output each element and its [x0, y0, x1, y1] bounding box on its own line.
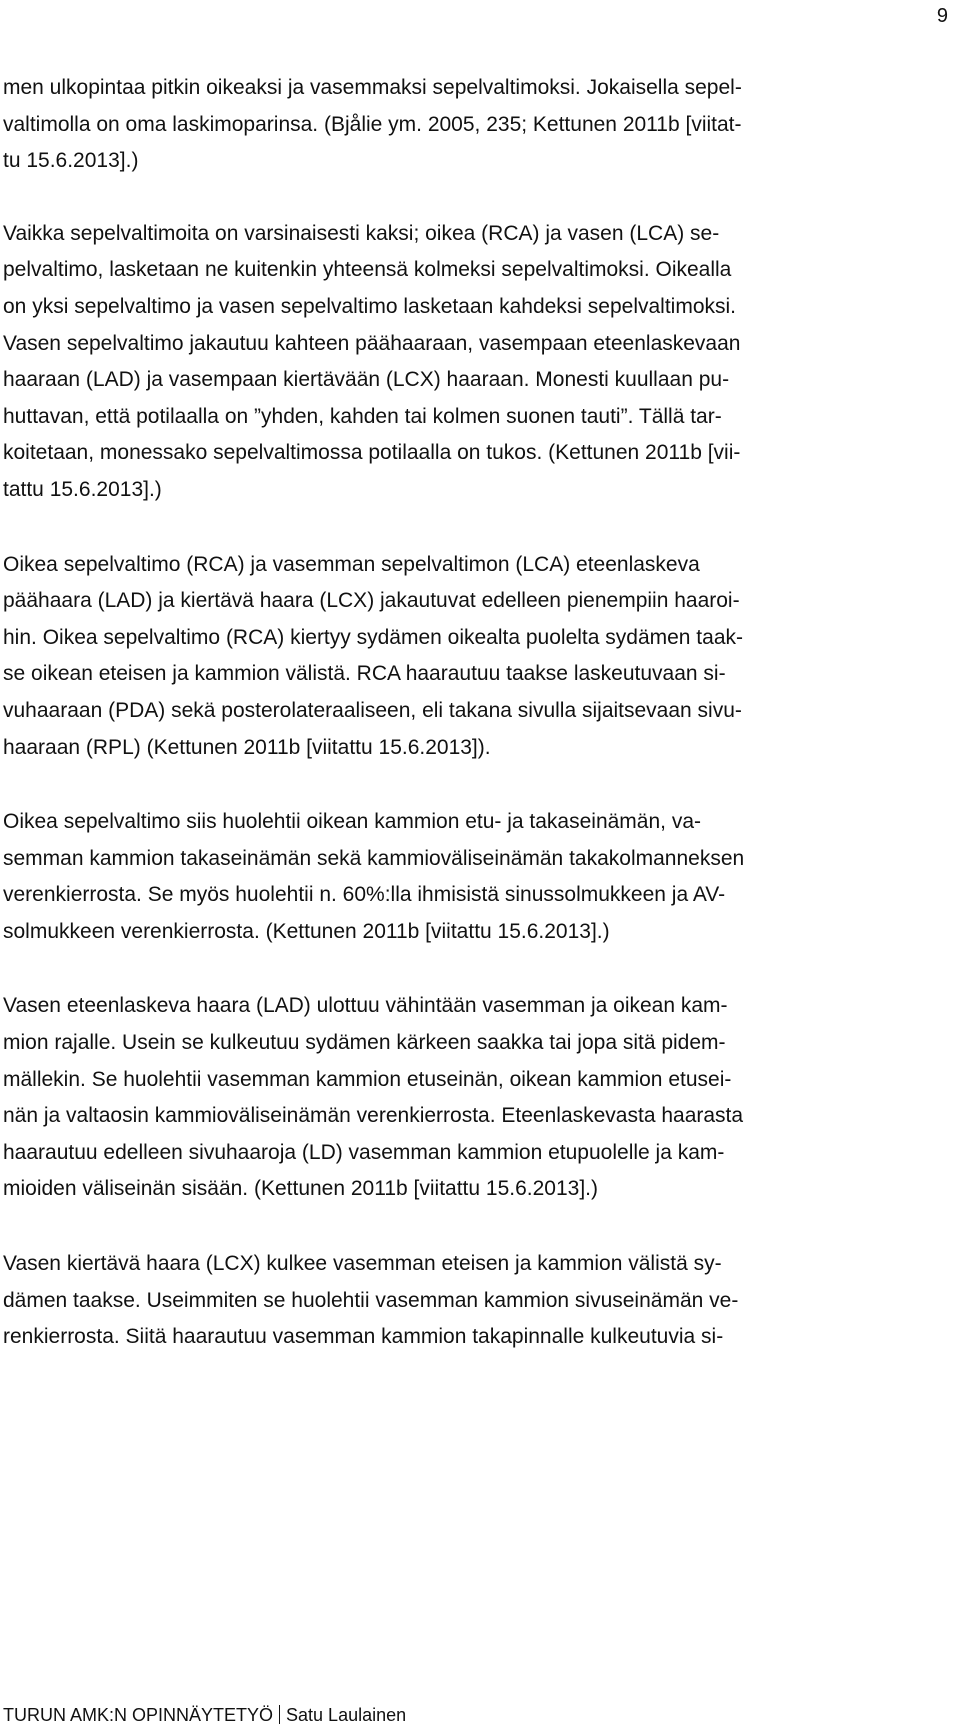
paragraph-6: Vasen kiertävä haara (LCX) kulkee vasemman eteisen ja kammion välistä sy- dämen taakse. Useimmiten se huolehtii vasemman kammion sivuseinämän ve- renkierrosta. Siitä haarautuu vasemman kammion takapinnalle kulkeutuvia si- — [3, 1252, 739, 1349]
paragraph-5: Vasen eteenlaskeva haara (LAD) ulottuu vähintään vasemman ja oikean kam- mion rajalle. Usein se kulkeutuu sydämen kärkeen saakka tai jopa sitä pidem- mällekin. Se huolehtii vasemman kammion etuseinän, oikean kammion etusei- nän ja valtaosin kammioväliseinämän verenkierrosta. Eteenlaskevasta haarasta haarautuu edelleen sivuhaaroja (LD) vasemman kammion etupuolelle ja kam- mioiden väliseinän sisään. (Kettunen 2011b [viitattu 15.6.2013].) — [3, 994, 744, 1201]
footer-school: TURUN AMK:N OPINNÄYTETYÖ — [3, 1705, 274, 1725]
paragraph-1: men ulkopintaa pitkin oikeaksi ja vasemmaksi sepelvaltimoksi. Jokaisella sepel- valtimolla on oma laskimoparinsa. (Bjålie ym. 2005, 235; Kettunen 2011b [viitat- tu 15.6.2013].) — [3, 76, 742, 173]
footer-author: Satu Laulainen — [286, 1705, 407, 1725]
paragraph-4: Oikea sepelvaltimo siis huolehtii oikean kammion etu- ja takaseinämän, va- semman kammion takaseinämän sekä kammioväliseinämän takakolmanneksen verenkierrosta. Se myös huolehtii n. 60%:lla ihmisistä sinussolmukkeen ja AV- solmukkeen verenkierrosta. (Kettunen 2011b [viitattu 15.6.2013].) — [3, 810, 745, 943]
paragraph-3: Oikea sepelvaltimo (RCA) ja vasemman sepelvaltimon (LCA) eteenlaskeva päähaara (LAD) ja kiertävä haara (LCX) jakautuvat edelleen pienempiin haaroi- hin. Oikea sepelvaltimo (RCA) kiertyy sydämen oikealta puolelta sydämen taak- se oikean eteisen ja kammion välistä. RCA haarautuu taakse laskeutuvaan si- vuhaaraan (PDA) sekä posterolateraaliseen, eli takana sivulla sijaitsevaan sivu- haaraan (RPL) (Kettunen 2011b [viitattu 15.6.2013]). — [3, 552, 743, 759]
page-footer — [3, 1704, 406, 1726]
page-number: 9 — [936, 5, 948, 27]
footer-separator — [279, 1705, 280, 1724]
paragraph-2: Vaikka sepelvaltimoita on varsinaisesti kaksi; oikea (RCA) ja vasen (LCA) se- pelvaltimo, lasketaan ne kuitenkin yhteensä kolmeksi sepelvaltimoksi. Oikealla on yksi sepelvaltimo ja vasen sepelvaltimo lasketaan kahdeksi sepelvaltimoksi. Vasen sepelvaltimo jakautuu kahteen päähaaraan, vasempaan eteenlaskevaan haaraan (LAD) ja vasempaan kiertävään (LCX) haaraan. Monesti kuullaan pu- huttavan, että potilaalla on ”yhden, kahden tai kolmen suonen tauti”. Tällä tar- koitetaan, monessako sepelvaltimossa potilaalla on tukos. (Kettunen 2011b [vii- tattu 15.6.2013].) — [3, 221, 741, 501]
document-body — [3, 70, 955, 1356]
